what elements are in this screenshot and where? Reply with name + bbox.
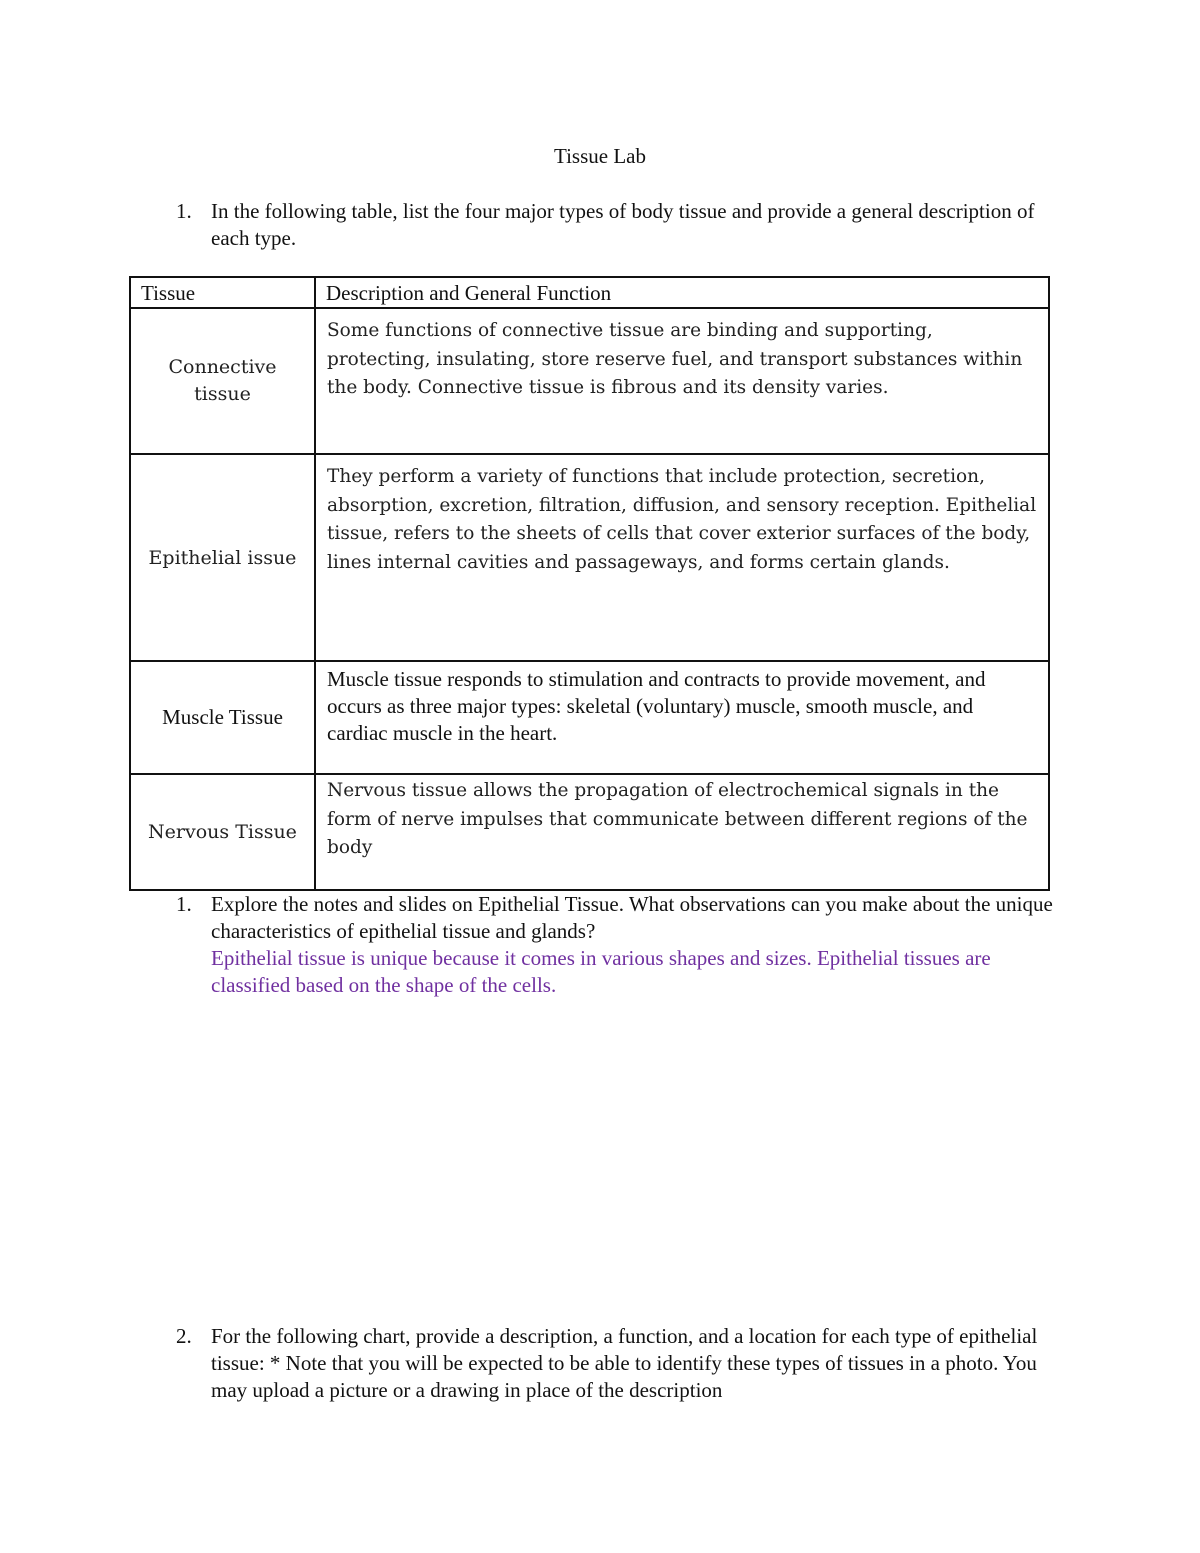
tissue-name-cell <box>130 661 315 774</box>
header-description: Description and General Function <box>315 277 1049 308</box>
question-text: For the following chart, provide a description, a function, and a location for each type of epithelial tissue: * Note that you will be expected to be able to identify these types of tissues in a photo. You may upload a picture or a drawing in place of the description <box>211 1324 1038 1402</box>
table-row <box>130 661 1049 774</box>
tissue-name-cell <box>130 774 315 890</box>
tissue-name: Connective tissue <box>168 356 277 405</box>
tissue-name-cell <box>130 308 315 454</box>
header-tissue: Tissue <box>130 277 315 308</box>
question-number: 1. <box>176 892 192 916</box>
page-title: Tissue Lab <box>554 144 646 168</box>
table-row <box>130 308 1049 454</box>
question-2 <box>176 891 1076 999</box>
tissue-name: Muscle Tissue <box>162 705 283 729</box>
table-row <box>130 774 1049 890</box>
question-number: 1. <box>176 199 192 223</box>
tissue-table <box>129 276 1050 891</box>
tissue-description: They perform a variety of functions that include protection, secretion, absorption, excretion, filtration, diffusion, and sensory reception. Epithelial tissue, refers to the sheets of cells that cover exterior surfaces of the body, lines internal cavities and passageways, and forms certain glands. <box>315 454 1049 661</box>
question-number: 2. <box>176 1324 192 1348</box>
tissue-description: Nervous tissue allows the propagation of electrochemical signals in the form of nerve impulses that communicate between different regions of the body <box>315 774 1049 890</box>
tissue-name-cell <box>130 454 315 661</box>
table-row <box>130 454 1049 661</box>
table-header-row <box>130 277 1049 308</box>
tissue-description: Muscle tissue responds to stimulation and contracts to provide movement, and occurs as three major types: skeletal (voluntary) muscle, smooth muscle, and cardiac muscle in the heart. <box>315 661 1049 774</box>
question-3 <box>176 1323 1076 1404</box>
student-answer: Epithelial tissue is unique because it comes in various shapes and sizes. Epithelial tissues are classified based on the shape of the cells. <box>211 946 991 997</box>
question-1 <box>176 198 1076 252</box>
question-text: In the following table, list the four major types of body tissue and provide a general description of each type. <box>211 199 1035 250</box>
tissue-description: Some functions of connective tissue are binding and supporting, protecting, insulating, store reserve fuel, and transport substances within the body. Connective tissue is fibrous and its density varies. <box>315 308 1049 454</box>
tissue-name: Epithelial issue <box>148 546 297 569</box>
question-prompt: Explore the notes and slides on Epithelial Tissue. What observations can you make about the unique characteristics of epithelial tissue and glands? <box>211 892 1053 943</box>
question-text <box>211 891 1071 999</box>
tissue-name: Nervous Tissue <box>148 821 297 843</box>
